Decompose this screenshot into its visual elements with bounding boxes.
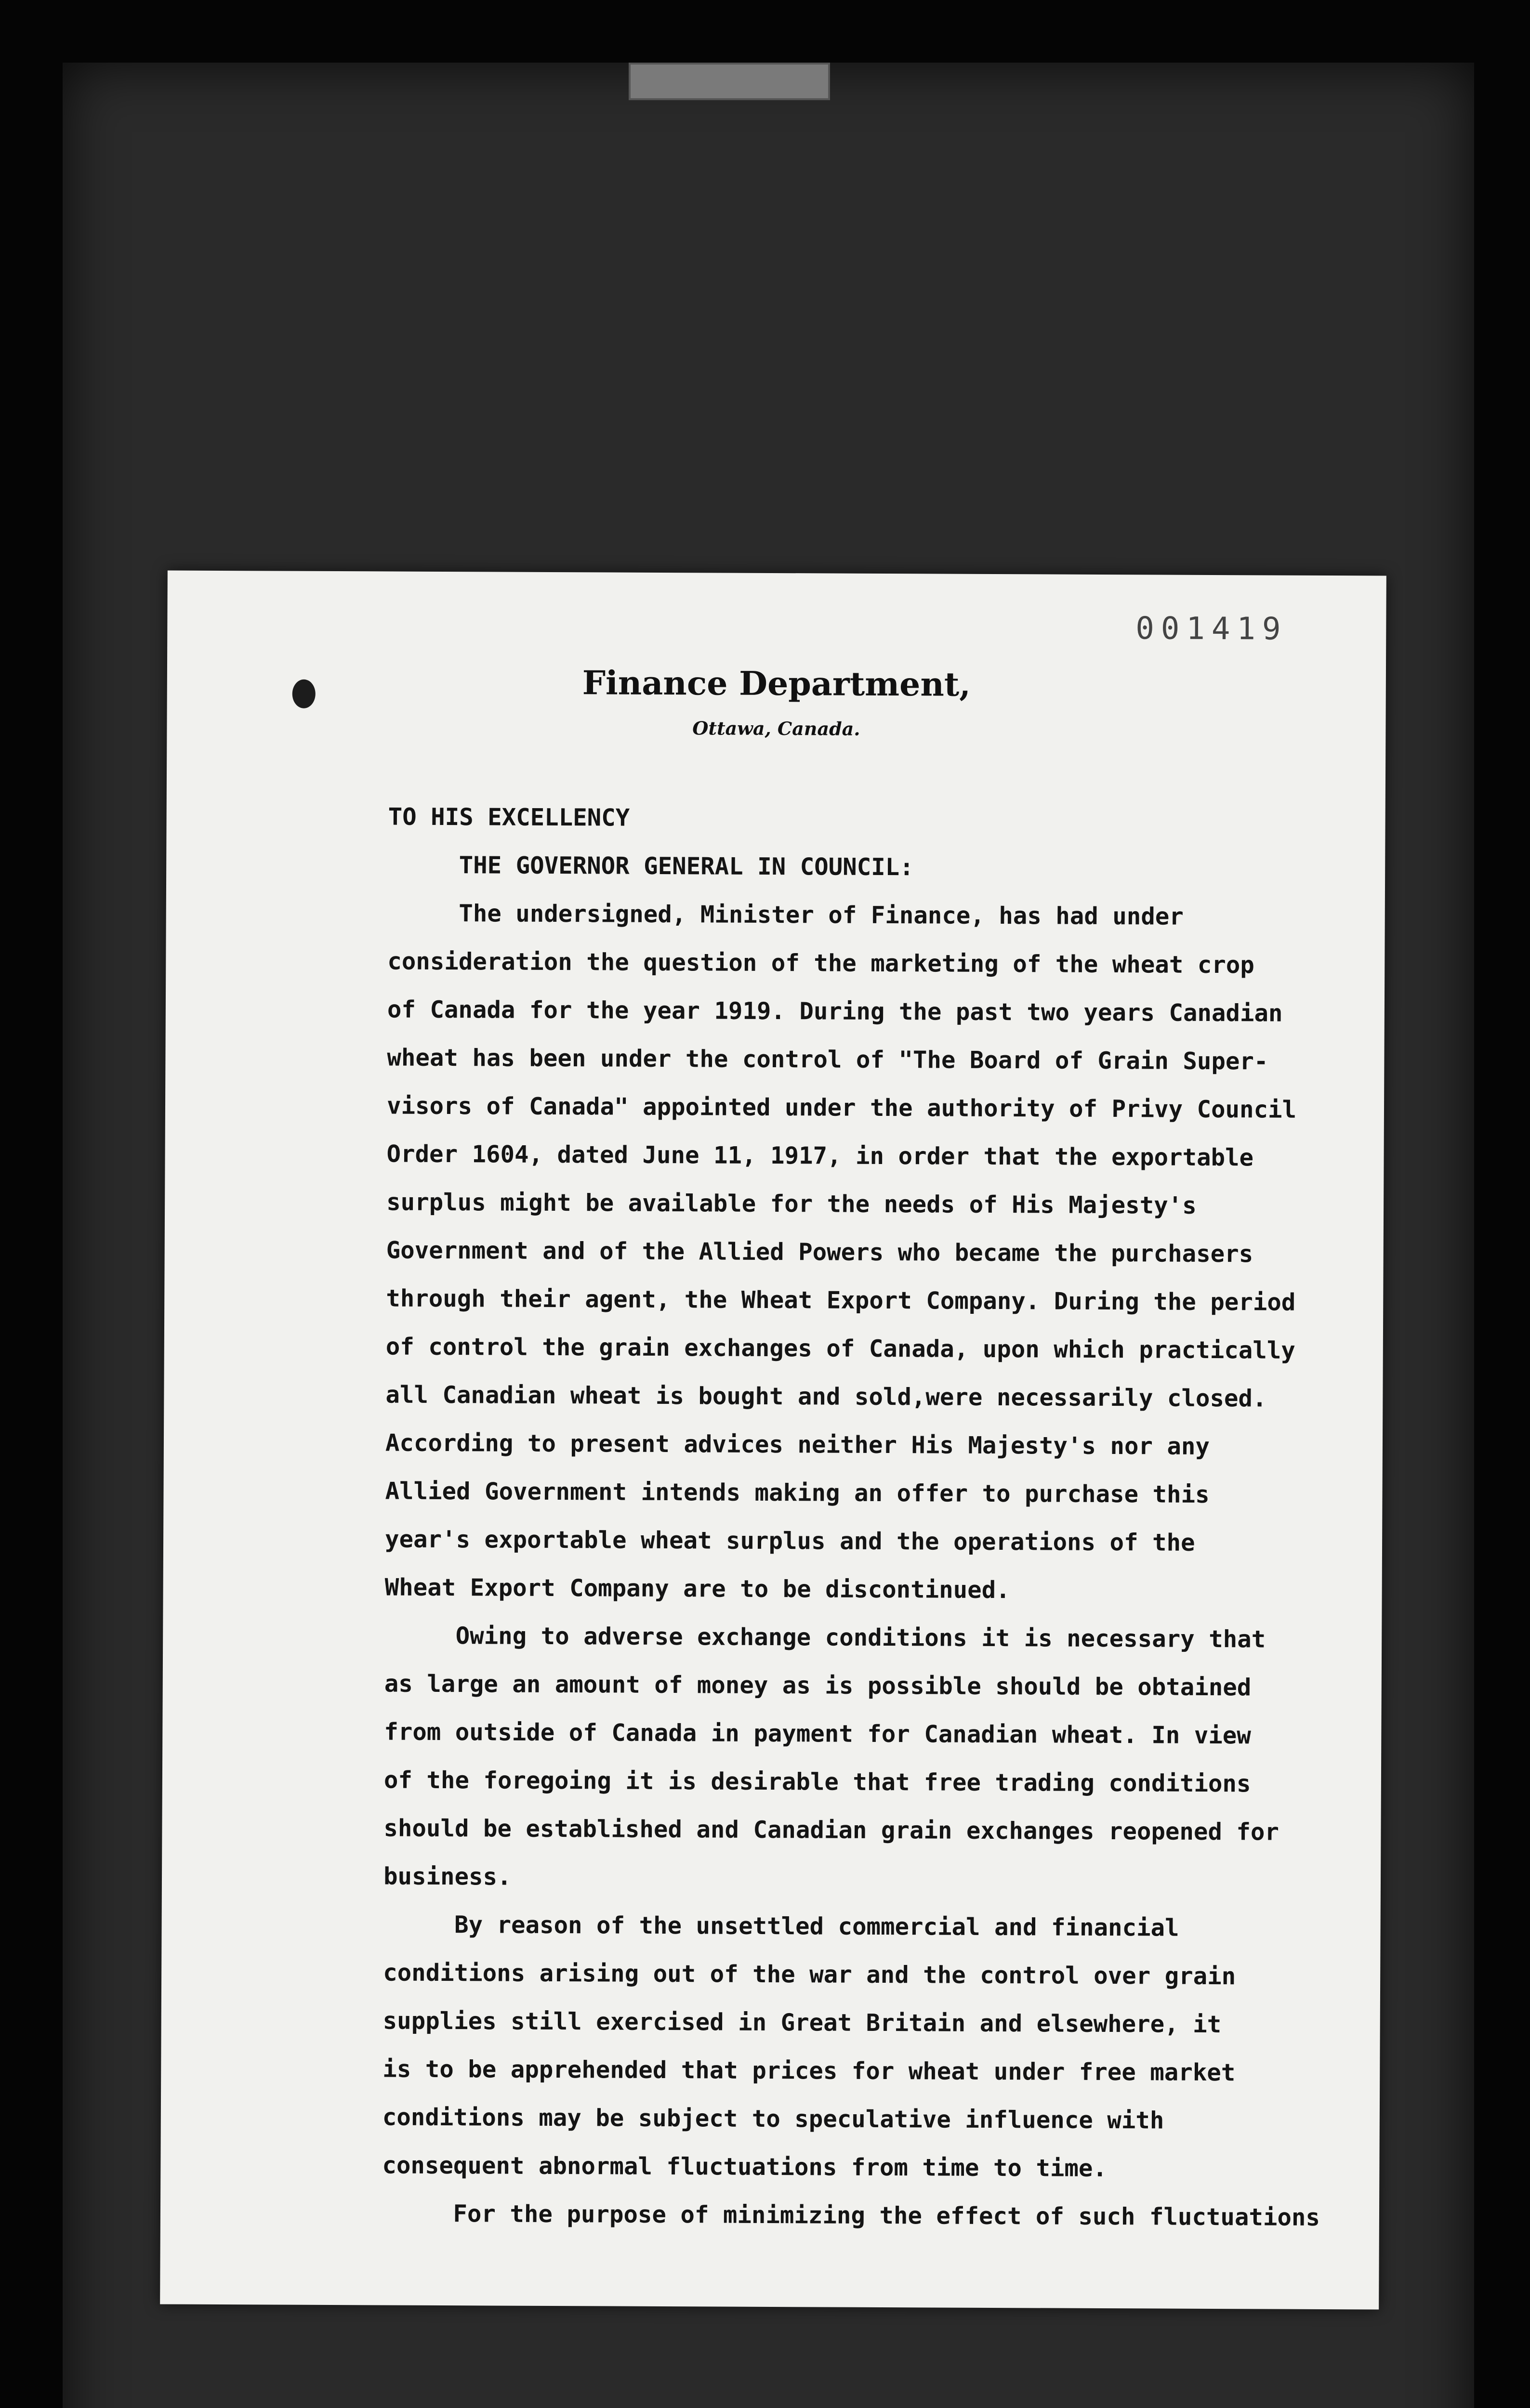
memo-line: Owing to adverse exchange conditions it is necessary that [384, 1622, 1266, 1653]
memo-line: of control the grain exchanges of Canada, upon which practically [385, 1333, 1295, 1364]
memo-line: For the purpose of minimizing the effect of such fluctuations [382, 2199, 1320, 2231]
memo-line: supplies still exercised in Great Britain and elsewhere, it [382, 2007, 1222, 2039]
letterhead-location: Ottawa, Canada. [692, 717, 860, 740]
memo-line: THE GOVERNOR GENERAL IN COUNCIL: [388, 851, 914, 881]
memo-line: surplus might be available for the needs of His Majesty's [386, 1188, 1197, 1219]
memo-line: According to present advices neither His Majesty's nor any [385, 1429, 1210, 1460]
memo-line: Wheat Export Company are to be discontinued. [384, 1573, 1010, 1604]
memo-line: Order 1604, dated June 11, 1917, in order that the exportable [386, 1140, 1254, 1172]
memo-line: through their agent, the Wheat Export Company. During the period [386, 1284, 1296, 1316]
memo-line: all Canadian wheat is bought and sold,were necessarily closed. [385, 1381, 1267, 1413]
memo-line: By reason of the unsettled commercial and financial [383, 1911, 1179, 1942]
binder-clip [629, 63, 830, 100]
memo-line: consideration the question of the marketing of the wheat crop [387, 947, 1254, 979]
memo-line: TO HIS EXCELLENCY [388, 803, 630, 832]
memo-line: from outside of Canada in payment for Canadian wheat. In view [384, 1718, 1251, 1750]
memo-line: wheat has been under the control of "The Board of Grain Super- [387, 1044, 1268, 1075]
memo-line: conditions may be subject to speculative influence with [382, 2103, 1164, 2134]
memo-body [382, 793, 1318, 2242]
memo-line: as large an amount of money as is possible should be obtained [384, 1670, 1252, 1701]
memo-line: visors of Canada" appointed under the authority of Privy Council [386, 1092, 1297, 1124]
memo-line: of the foregoing it is desirable that free trading conditions [383, 1766, 1251, 1798]
memo-line: is to be apprehended that prices for wheat under free market [382, 2055, 1236, 2087]
memo-line: consequent abnormal fluctuations from time to time. [382, 2151, 1108, 2183]
document-page [160, 570, 1386, 2309]
memo-line: Government and of the Allied Powers who became the purchasers [386, 1236, 1253, 1268]
memo-line: year's exportable wheat surplus and the operations of the [384, 1525, 1195, 1557]
memo-line: Allied Government intends making an offer to purchase this [385, 1477, 1210, 1508]
memo-line: of Canada for the year 1919. During the past two years Canadian [387, 995, 1283, 1027]
stamped-page-number: 001419 [1135, 611, 1288, 647]
memo-line: The undersigned, Minister of Finance, has had under [387, 899, 1184, 930]
memo-line: business. [383, 1862, 512, 1891]
memo-line: should be established and Canadian grain exchanges reopened for [383, 1814, 1279, 1846]
memo-line: conditions arising out of the war and the control over grain [383, 1959, 1236, 1990]
letterhead-title: Finance Department, [582, 664, 971, 704]
